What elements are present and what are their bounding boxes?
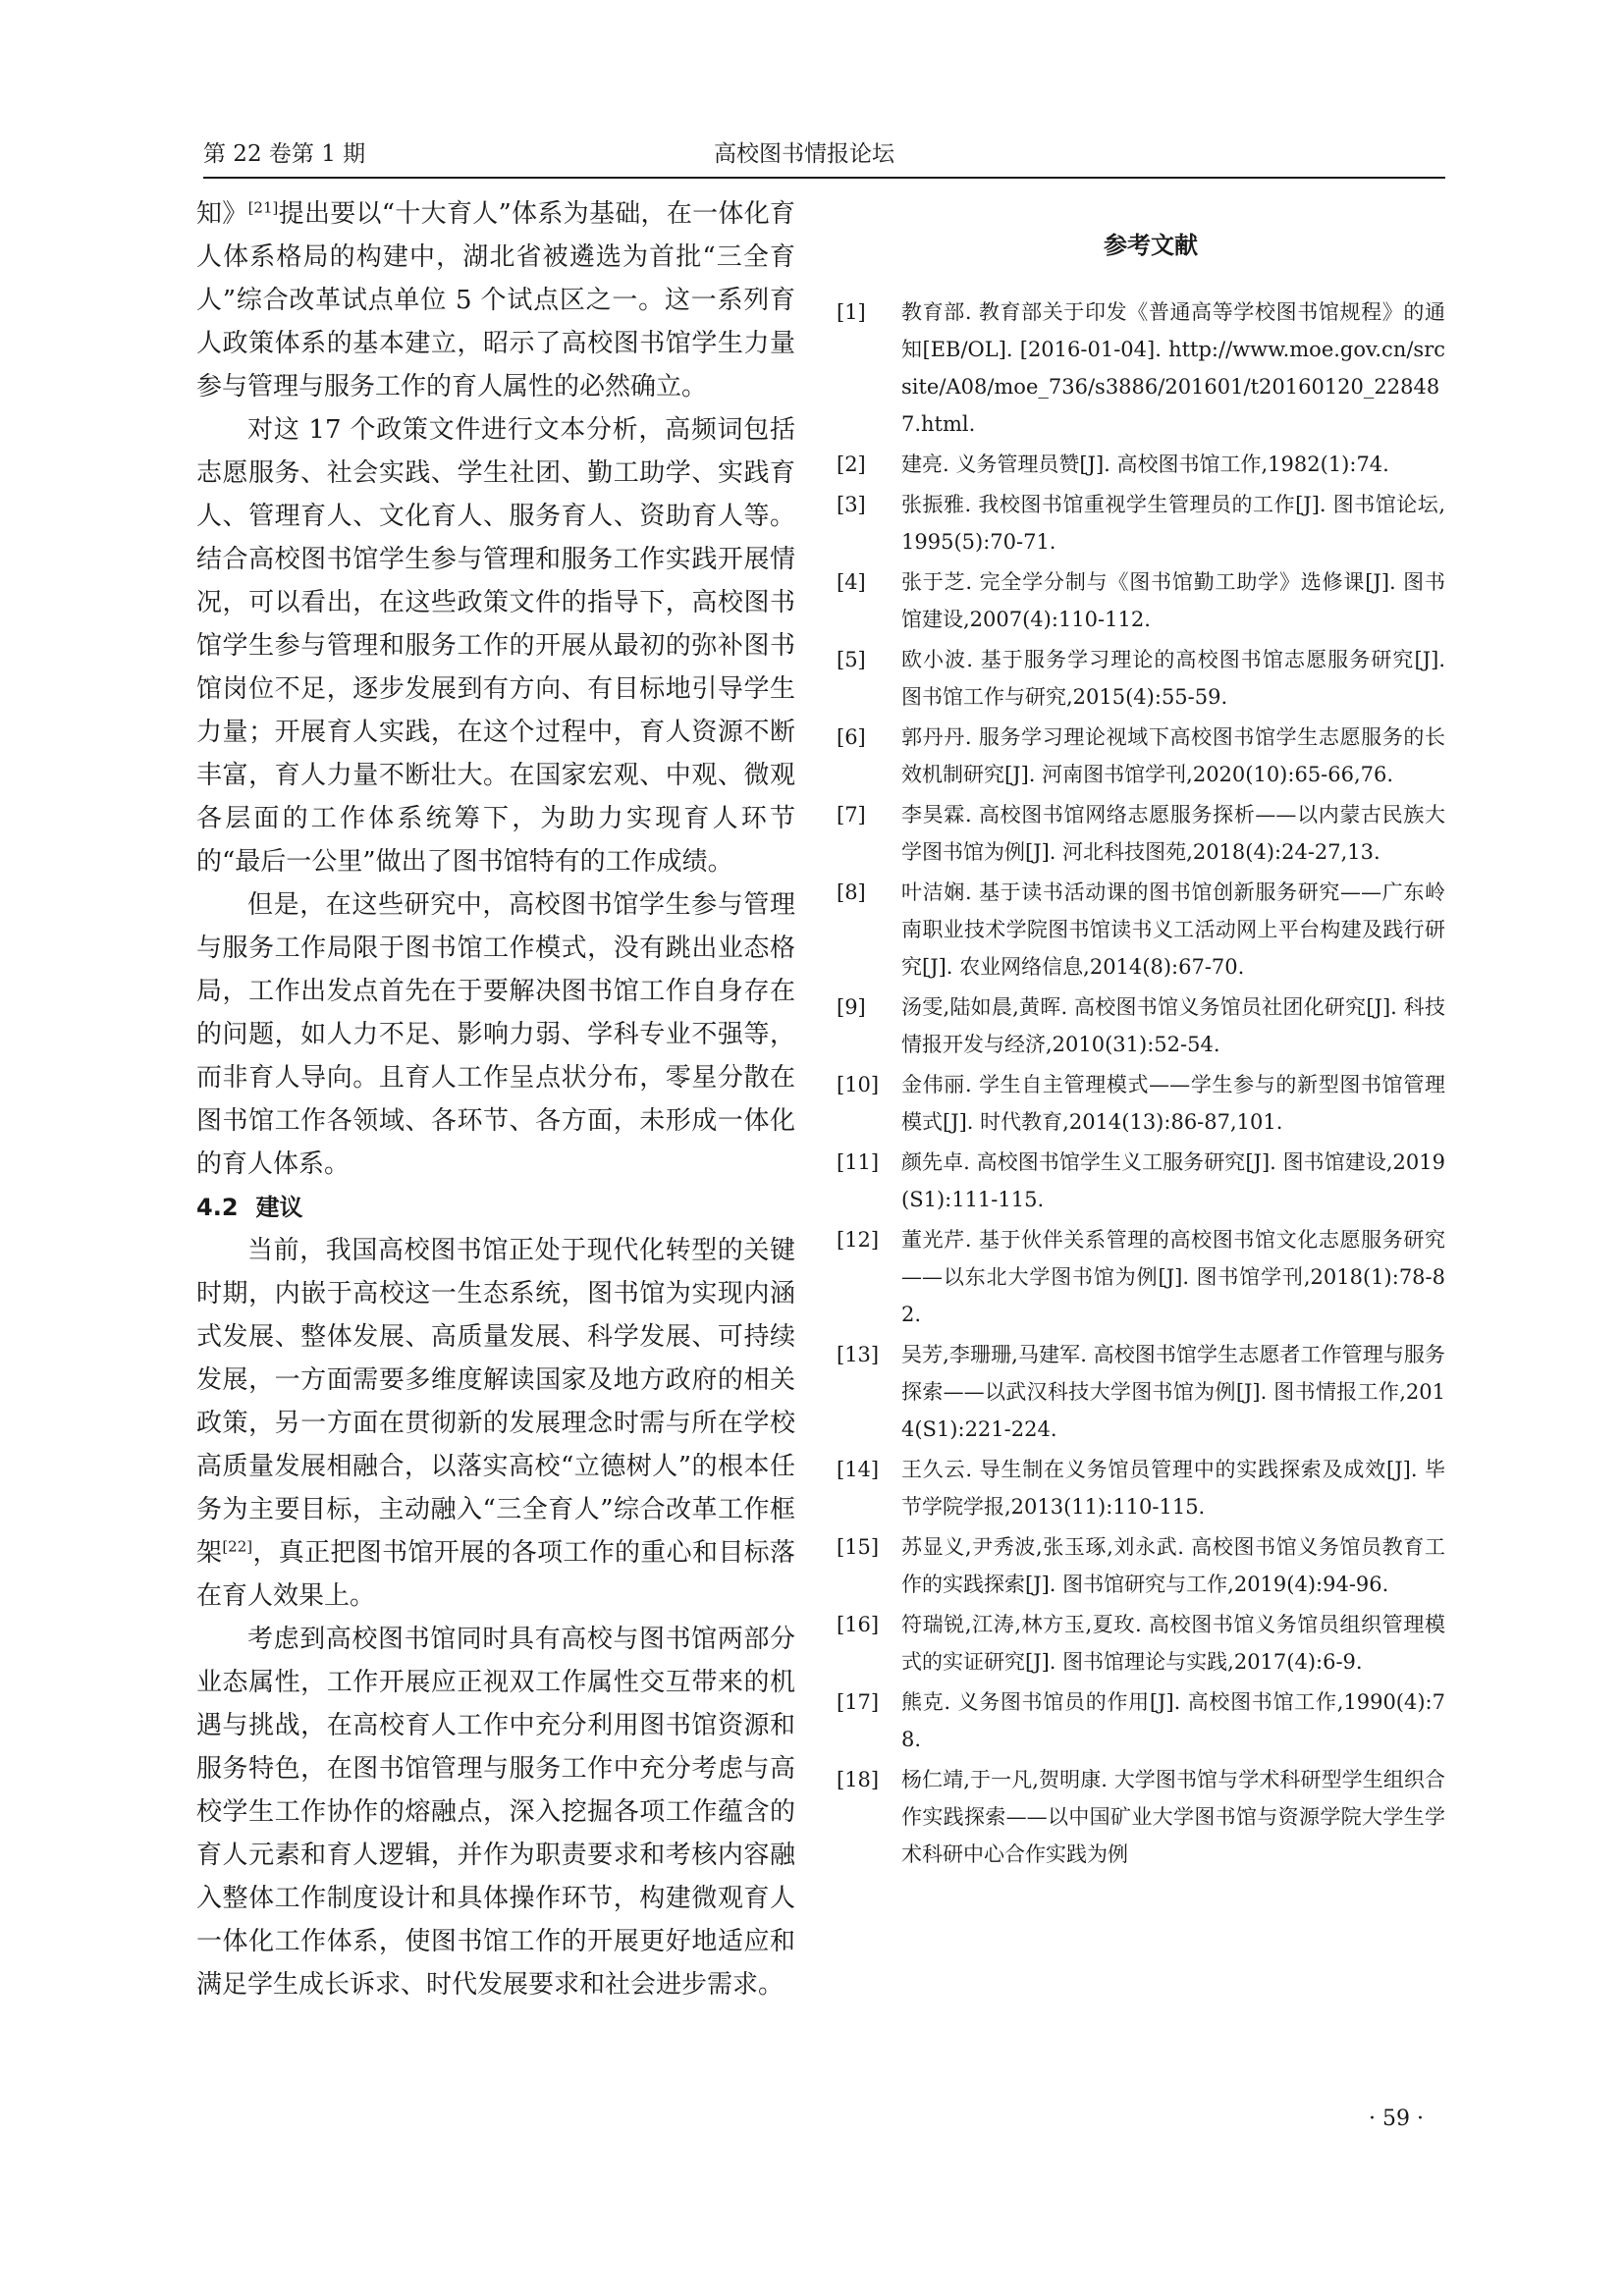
reference-item — [837, 486, 1445, 561]
reference-text: 李昊霖. 高校图书馆网络志愿服务探析——以内蒙古民族大学图书馆为例[J]. 河北科技图苑,2018(4):24-27,13. — [901, 803, 1445, 864]
reference-number: [7] — [837, 803, 866, 827]
reference-item — [837, 1451, 1445, 1525]
reference-text: 颜先卓. 高校图书馆学生义工服务研究[J]. 图书馆建设,2019(S1):111-115. — [901, 1150, 1445, 1211]
reference-number: [3] — [837, 493, 866, 516]
running-header — [203, 132, 1445, 175]
reference-number: [14] — [837, 1458, 880, 1481]
reference-number: [9] — [837, 995, 866, 1019]
reference-number: [17] — [837, 1690, 880, 1714]
reference-item — [837, 1606, 1445, 1681]
paragraph-text: ，真正把图书馆开展的各项工作的重心和目标落在育人效果上。 — [196, 1538, 795, 1611]
reference-item — [837, 719, 1445, 793]
header-rule — [203, 177, 1445, 179]
reference-text: 郭丹丹. 服务学习理论视域下高校图书馆学生志愿服务的长效机制研究[J]. 河南图书馆学刊,2020(10):65-66,76. — [901, 725, 1445, 786]
reference-text: 建亮. 义务管理员赞[J]. 高校图书馆工作,1982(1):74. — [901, 453, 1389, 476]
reference-text: 叶洁娴. 基于读书活动课的图书馆创新服务研究——广东岭南职业技术学院图书馆读书义工活动网上平台构建及践行研究[J]. 农业网络信息,2014(8):67-70. — [901, 881, 1445, 979]
volume-issue: 第 22 卷第 1 期 — [203, 141, 366, 167]
reference-text: 杨仁靖,于一凡,贺明康. 大学图书馆与学术科研型学生组织合作实践探索——以中国矿业大学图书馆与资源学院大学生学术科研中心合作实践为例 — [901, 1768, 1445, 1866]
reference-number: [6] — [837, 725, 866, 749]
section-title: 建议 — [255, 1194, 303, 1221]
reference-text: 教育部. 教育部关于印发《普通高等学校图书馆规程》的通知[EB/OL]. [2016-01-04]. http://www.moe.gov.cn/srcsite/A08/moe_736/s3886/201601/t20160120_228487.html. — [901, 300, 1445, 436]
reference-number: [16] — [837, 1613, 880, 1636]
reference-item — [837, 988, 1445, 1063]
reference-text: 欧小波. 基于服务学习理论的高校图书馆志愿服务研究[J]. 图书馆工作与研究,2015(4):55-59. — [901, 648, 1445, 709]
reference-text: 苏显义,尹秀波,张玉琢,刘永武. 高校图书馆义务馆员教育工作的实践探索[J]. 图书馆研究与工作,2019(4):94-96. — [901, 1535, 1445, 1596]
reference-number: [18] — [837, 1768, 880, 1791]
reference-text: 汤雯,陆如晨,黄晖. 高校图书馆义务馆员社团化研究[J]. 科技情报开发与经济,2010(31):52-54. — [901, 995, 1445, 1056]
paragraph: 考虑到高校图书馆同时具有高校与图书馆两部分业态属性，工作开展应正视双工作属性交互带来的机遇与挑战，在高校育人工作中充分利用图书馆资源和服务特色，在图书馆管理与服务工作中充分考虑与高校学生工作协作的熔融点，深入挖掘各项工作蕴含的育人元素和育人逻辑，并作为职责要求和考核内容融入整体工作制度设计和具体操作环节，构建微观育人一体化工作体系，使图书馆工作的开展更好地适应和满足学生成长诉求、时代发展要求和社会进步需求。 — [196, 1625, 795, 2000]
reference-item — [837, 563, 1445, 638]
reference-item — [837, 294, 1445, 443]
reference-item — [837, 641, 1445, 716]
reference-text: 张于芝. 完全学分制与《图书馆勤工助学》选修课[J]. 图书馆建设,2007(4):110-112. — [901, 570, 1445, 631]
paragraph: 对这 17 个政策文件进行文本分析，高频词包括志愿服务、社会实践、学生社团、勤工助学、实践育人、管理育人、文化育人、服务育人、资助育人等。结合高校图书馆学生参与管理和服务工作实践开展情况，可以看出，在这些政策文件的指导下，高校图书馆学生参与管理和服务工作的开展从最初的弥补图书馆岗位不足，逐步发展到有方向、有目标地引导学生力量；开展育人实践，在这个过程中，育人资源不断丰富，育人力量不断壮大。在国家宏观、中观、微观各层面的工作体系统筹下，为助力实现育人环节的“最后一公里”做出了图书馆特有的工作成绩。 — [196, 415, 795, 877]
paragraph — [196, 192, 795, 408]
journal-title: 高校图书情报论坛 — [714, 141, 894, 167]
reference-number: [8] — [837, 881, 866, 904]
references-title: 参考文献 — [1104, 232, 1198, 259]
paragraph-text: 提出要以“十大育人”体系为基础，在一体化育人体系格局的构建中，湖北省被遴选为首批“三全育人”综合改革试点单位 5 个试点区之一。这一系列育人政策体系的基本建立，昭示了高校图书馆学生力量参与管理与服务工作的育人属性的必然确立。 — [196, 199, 795, 401]
reference-text: 董光芹. 基于伙伴关系管理的高校图书馆文化志愿服务研究——以东北大学图书馆为例[J]. 图书馆学刊,2018(1):78-82. — [901, 1228, 1445, 1326]
reference-text: 张振雅. 我校图书馆重视学生管理员的工作[J]. 图书馆论坛,1995(5):70-71. — [901, 493, 1445, 554]
reference-text: 吴芳,李珊珊,马建军. 高校图书馆学生志愿者工作管理与服务探索——以武汉科技大学图书馆为例[J]. 图书情报工作,2014(S1):221-224. — [901, 1343, 1445, 1441]
reference-item — [837, 796, 1445, 871]
paragraph — [196, 1229, 795, 1618]
body-text-column — [196, 192, 795, 2006]
paragraph-text: 当前，我国高校图书馆正处于现代化转型的关键时期，内嵌于高校这一生态系统，图书馆为实现内涵式发展、整体发展、高质量发展、科学发展、可持续发展，一方面需要多维度解读国家及地方政府的相关政策，另一方面在贯彻新的发展理念时需与所在学校高质量发展相融合，以落实高校“立德树人”的根本任务为主要目标，主动融入“三全育人”综合改革工作框架 — [196, 1236, 795, 1568]
paragraph-text: 知》 — [196, 199, 248, 229]
citation-marker: [22] — [222, 1537, 253, 1556]
reference-number: [1] — [837, 300, 866, 324]
reference-number: [10] — [837, 1073, 880, 1096]
paragraph: 但是，在这些研究中，高校图书馆学生参与管理与服务工作局限于图书馆工作模式，没有跳出业态格局，工作出发点首先在于要解决图书馆工作自身存在的问题，如人力不足、影响力弱、学科专业不强等，而非育人导向。且育人工作呈点状分布，零星分散在图书馆工作各领域、各环节、各方面，未形成一体化的育人体系。 — [196, 890, 795, 1179]
reference-item — [837, 1221, 1445, 1333]
reference-text: 王久云. 导生制在义务馆员管理中的实践探索及成效[J]. 毕节学院学报,2013(11):110-115. — [901, 1458, 1445, 1519]
reference-number: [4] — [837, 570, 866, 594]
reference-number: [2] — [837, 453, 866, 476]
reference-item — [837, 1683, 1445, 1758]
reference-text: 金伟丽. 学生自主管理模式——学生参与的新型图书馆管理模式[J]. 时代教育,2014(13):86-87,101. — [901, 1073, 1445, 1134]
reference-number: [5] — [837, 648, 866, 671]
reference-item — [837, 1066, 1445, 1141]
reference-number: [15] — [837, 1535, 880, 1559]
reference-text: 符瑞锐,江涛,林方玉,夏玫. 高校图书馆义务馆员组织管理模式的实证研究[J]. 图书馆理论与实践,2017(4):6-9. — [901, 1613, 1445, 1674]
reference-number: [12] — [837, 1228, 880, 1252]
reference-item — [837, 1761, 1445, 1873]
reference-text: 熊克. 义务图书馆员的作用[J]. 高校图书馆工作,1990(4):78. — [901, 1690, 1445, 1751]
reference-item — [837, 1336, 1445, 1448]
section-heading — [196, 1186, 795, 1229]
reference-list — [837, 294, 1445, 1873]
references-column — [837, 226, 1445, 1876]
reference-number: [11] — [837, 1150, 880, 1174]
reference-item — [837, 1528, 1445, 1603]
reference-item — [837, 874, 1445, 986]
reference-item — [837, 1144, 1445, 1218]
citation-marker: [21] — [247, 198, 279, 217]
reference-number: [13] — [837, 1343, 880, 1366]
page-number: · 59 · — [1369, 2107, 1424, 2131]
reference-item — [837, 446, 1445, 483]
section-number: 4.2 — [196, 1194, 239, 1221]
